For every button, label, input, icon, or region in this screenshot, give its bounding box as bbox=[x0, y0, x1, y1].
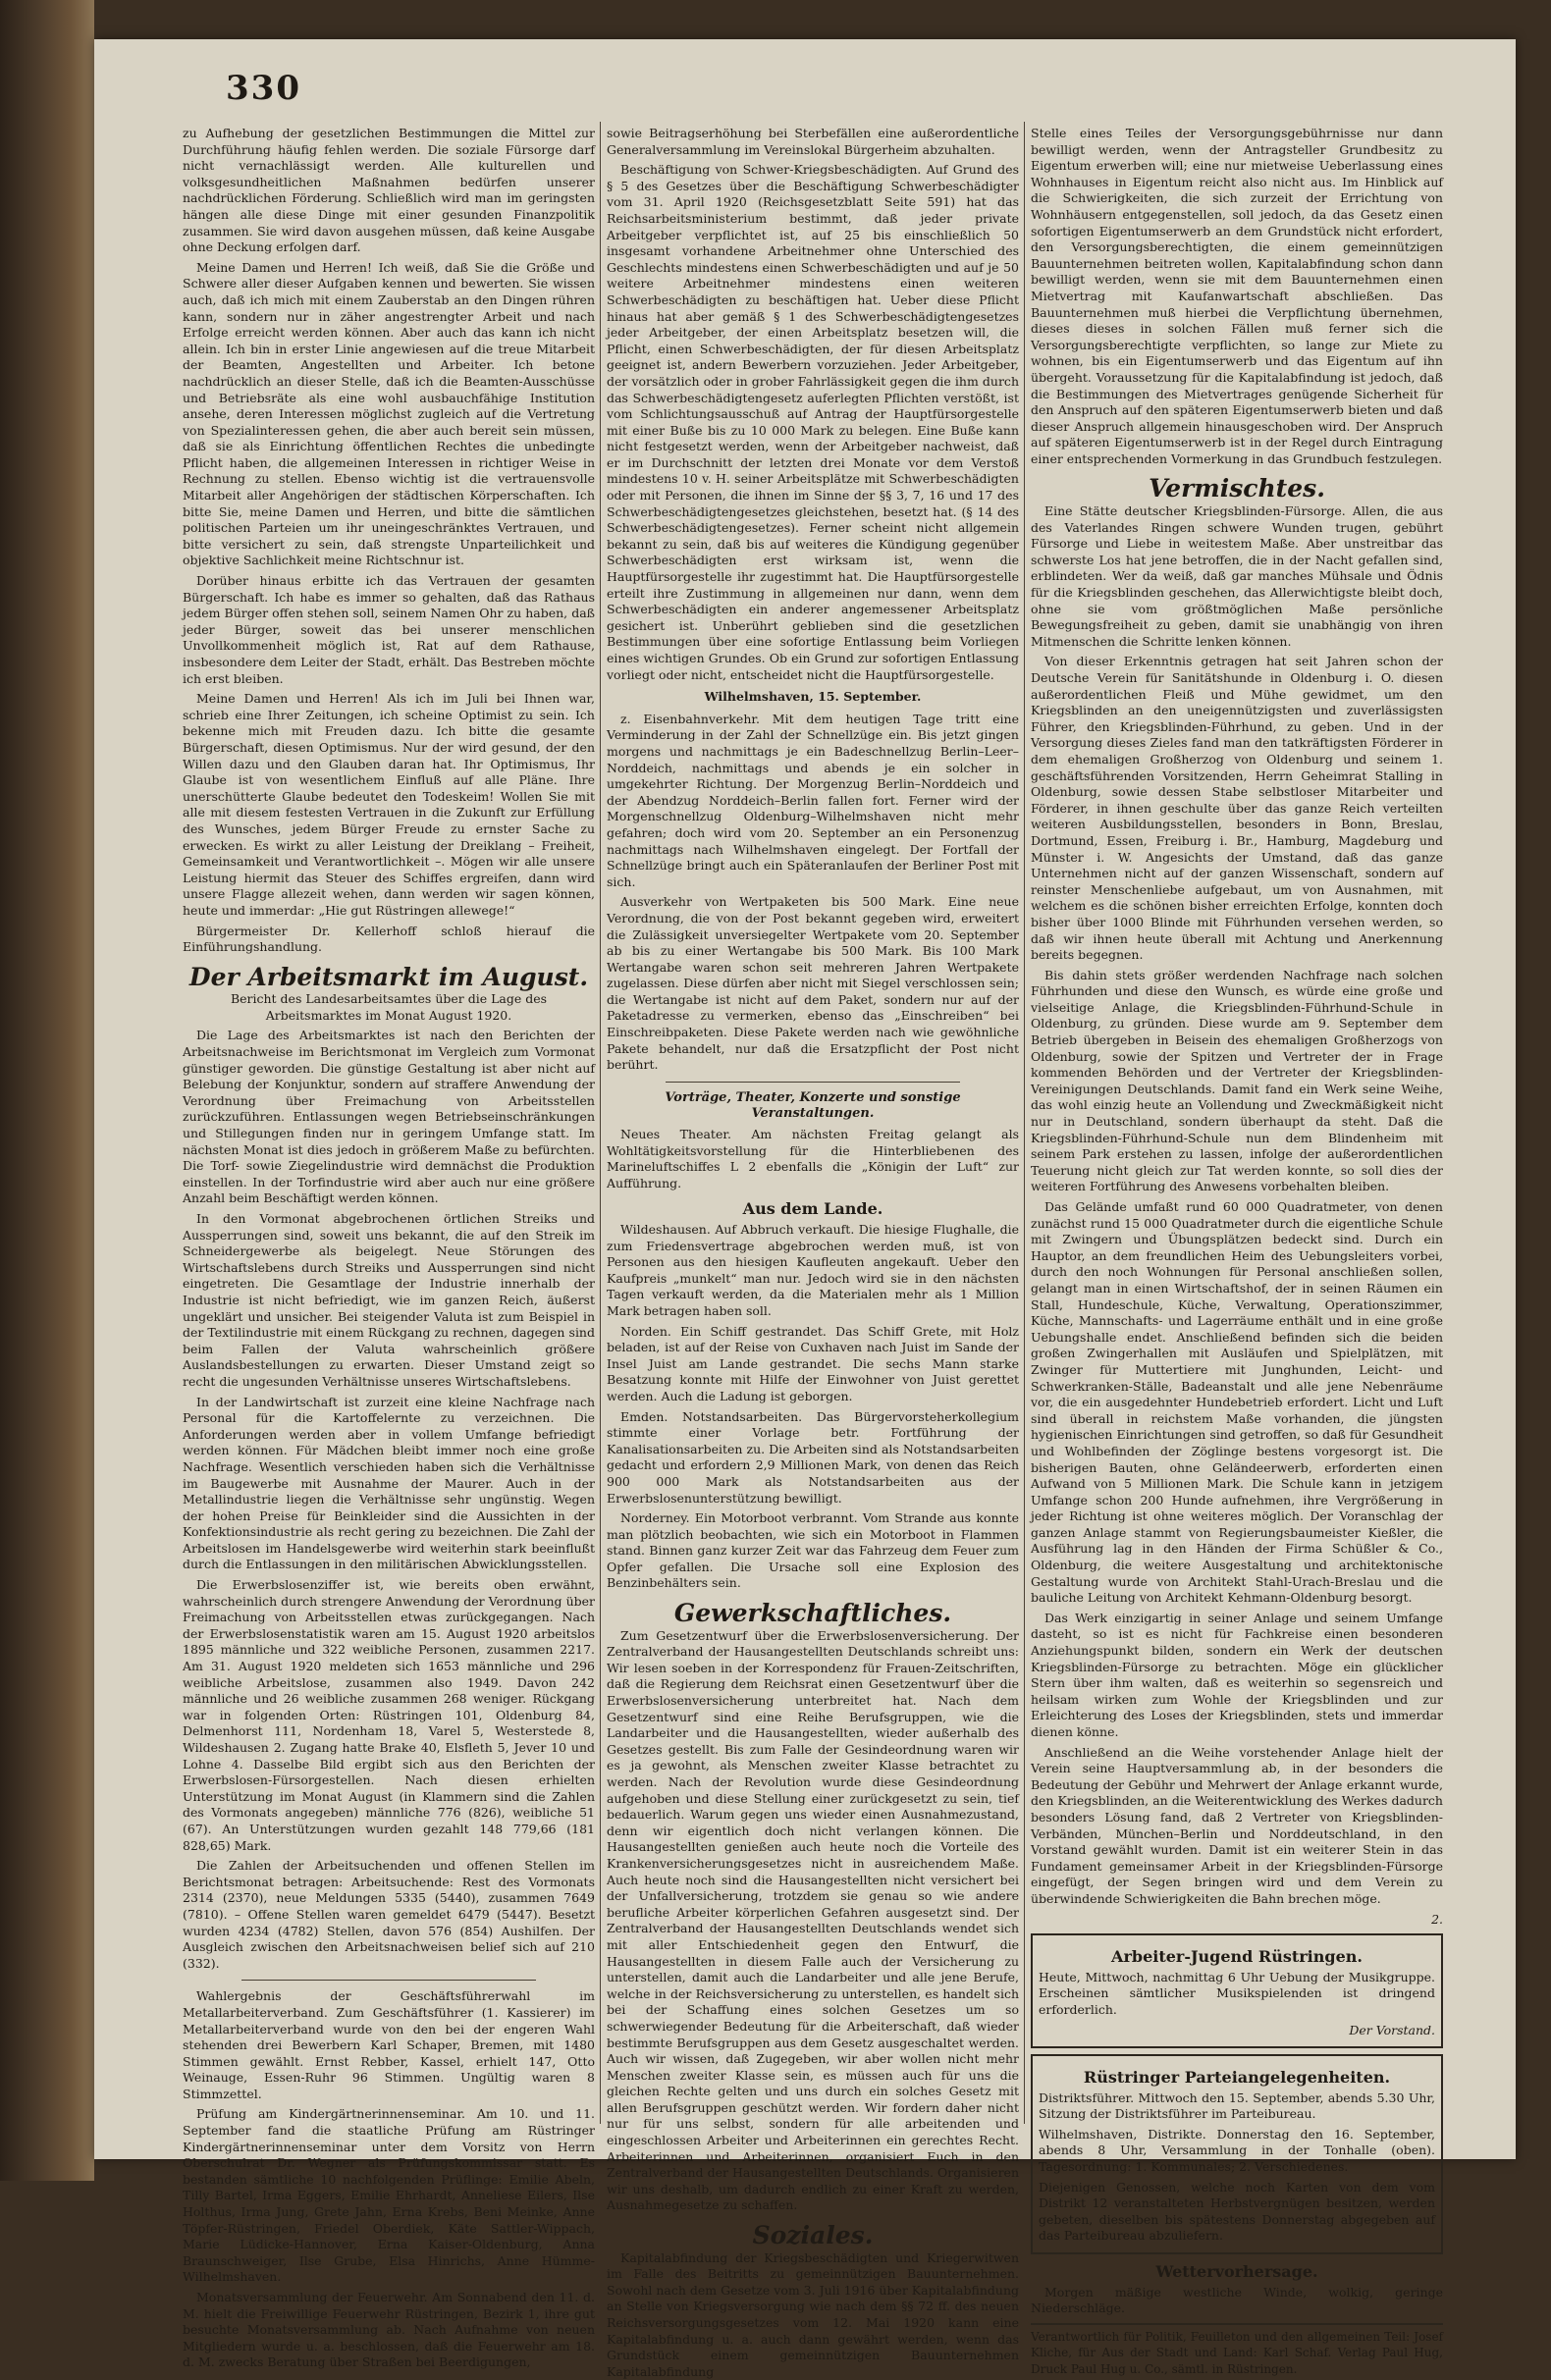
heading-soziales: Soziales. bbox=[752, 2221, 874, 2250]
notice-text: Diejenigen Genossen, welche noch Karten von dem vom Distrikt 12 veranstalteten Herbstvergnügen besitzen, werden gebeten, dieselben bis spätestens Donnerstag abgegeben auf das Parteibureau abzuliefern. bbox=[1039, 2179, 1435, 2244]
weather-text: Morgen mäßige westliche Winde, wolkig, geringe Niederschläge. bbox=[1031, 2284, 1443, 2316]
heading-arbeitsmarkt: Der Arbeitsmarkt im August. bbox=[188, 962, 589, 991]
article-paragraph: Bürgermeister Dr. Kellerhoff schloß hierauf die Einführungshandlung. bbox=[183, 923, 595, 955]
dateline: Wilhelmshaven, 15. September. bbox=[704, 689, 922, 705]
notice-text: Heute, Mittwoch, nachmittag 6 Uhr Uebung der Musikgruppe. Erscheinen sämtlicher Musikspielenden ist dringend erforderlich. bbox=[1039, 1969, 1435, 2017]
notice-signature: Der Vorstand. bbox=[1349, 2022, 1435, 2037]
notice-arbeiter-jugend bbox=[1031, 1933, 1443, 2048]
article-paragraph: Dorüber hinaus erbitte ich das Vertrauen der gesamten Bürgerschaft. Ich habe es immer so gehalten, daß das Rathaus jedem Bürger offen stehen soll, seinem Namen Ohr zu haben, daß jeder Bürger, soweit das bei unserer menschlichen Unvollkommenheit möglich ist, Rat auf dem Rathause, insbesondere dem Leiter der Stadt, erhält. Das Bestreben möchte ich erst bleiben. bbox=[183, 573, 595, 686]
column-rule bbox=[1024, 122, 1025, 2124]
separator bbox=[666, 1082, 960, 1083]
heading-gewerkschaftliches: Gewerkschaftliches. bbox=[673, 1599, 952, 1628]
notice-text: Distriktsführer. Mittwoch den 15. September, abends 5.30 Uhr, Sitzung der Distriktsführer im Parteibureau. bbox=[1039, 2089, 1435, 2122]
article-paragraph: Anschließend an die Weihe vorstehender Anlage hielt der Verein seine Hauptversammlung ab, in der besonders die Bedeutung der Gebühr und Mehrwert der Anlage erkannt wurde, den Kriegsblinden, an die Weiterentwicklung des Werkes dadurch besonders Lösung fand, daß 2 Vertreter von Kriegsblinden-Verbänden, München–Berlin und Norddeutschland, in den Vorstand gewählt wurden. Damit ist ein weiterer Stein in das Fundament gemeinsamer Arbeit in der Kriegsblinden-Fürsorge eingefügt, der Segen bringen wird und dem Verein zu überwindende Schwierigkeiten die Bahn brechen möge. bbox=[1031, 1744, 1443, 1906]
article-paragraph: Das Gelände umfaßt rund 60 000 Quadratmeter, von denen zunächst rund 15 000 Quadratmeter durch die eigentliche Schule mit Zwingern und Übungsplätzen bedeckt sind. Durch ein Hauptor, an dem freundlichen Heim des Uebungsleiters vorbei, durch den noch Wohnungen für Personal anschließen sollen, gelangt man in einen Wirtschaftshof, der in seinen Räumen ein Stall, Hundeschule, Küche, Verwaltung, Operationszimmer, Küche, Mannschafts- und Lagerräume enthält und in eine große Uebungshalle endet. Anschließend befinden sich die beiden großen Zwingerhallen mit Ausläufen und Spielplätzen, mit Zwinger für Muttertiere mit Junghunden, Leicht- und Schwerkranken-Ställe, Badeanstalt und alle jene Nebenräume vor, die ein ausgedehnter Hundebetrieb erfordert. Licht und Luft sind überall in reichstem Maße vorhanden, die jüngsten hygienischen Einrichtungen sind getroffen, so daß für Gesundheit und Wohlbefinden der Zöglinge bestens vorgesorgt ist. Die bisherigen Bauten, ohne Geländeerwerb, erforderten einen Aufwand von 5 Millionen Mark. Die Schule kann in jetzigem Umfange schon 200 Hunde aufnehmen, ihre Vergrößerung in jeder Richtung ist ohne weiteres möglich. Der Voranschlag der ganzen Anlage stammt von Regierungsbaumeister Kießler, die Ausführung lag in den Händen der Firma Schüßler & Co., Oldenburg, die weitere Ausgestaltung und architektonische Gestaltung wurde von Architekt Stahl-Urach-Breslau und die bauliche Leitung von Architekt Kehmann-Oldenburg besorgt. bbox=[1031, 1199, 1443, 1606]
article-paragraph: Emden. Notstandsarbeiten. Das Bürgervorsteherkollegium stimmte einer Vorlage betr. Fortführung der Kanalisationsarbeiten zu. Die Arbeiten sind als Notstandsarbeiten gedacht und erfordern 2,9 Millionen Mark, von denen das Reich 900 000 Mark als Notstandsarbeiten aus der Erwerbslosenunterstützung bewilligt. bbox=[607, 1408, 1019, 1506]
article-paragraph: Beschäftigung von Schwer-Kriegsbeschädigten. Auf Grund des § 5 des Gesetzes über die Beschäftigung Schwerbeschädigter vom 31. April 1920 (Reichsgesetzblatt Seite 591) hat das Reichsarbeitsministerium bestimmt, daß jeder private Arbeitgeber verpflichtet ist, auf 25 bis einschließlich 50 insgesamt vorhandene Arbeitnehmer ohne Unterschied des Geschlechts mindestens einen Schwerbeschädigten und auf je 50 weitere Arbeitnehmer mindestens einen weiteren Schwerbeschädigten zu beschäftigen hat. Ueber diese Pflicht hinaus hat aber gemäß § 1 des Schwerbeschädigtengesetzes jeder Arbeitgeber, der einen Arbeitsplatz besetzen will, die Pflicht, einen Schwerbeschädigten, der für diesen Arbeitsplatz geeignet ist, andern Bewerbern vorzuziehen. Jeder Arbeitgeber, der vorsätzlich oder in grober Fahrlässigkeit gegen die ihm durch das Schwerbeschädigtengesetz auferlegten Pflichten verstößt, ist vom Schlichtungsausschuß auf Antrag der Hauptfürsorgestelle mit einer Buße bis zu 10 000 Mark zu belegen. Eine Buße kann nicht festgesetzt werden, wenn der Arbeitgeber nachweist, daß er im Durchschnitt der letzten drei Monate vor dem Verstoß mindestens 10 v. H. seiner Arbeitsplätze mit Schwerbeschädigten oder mit Personen, die ihnen im Sinne der §§ 3, 7, 16 und 17 des Schwerbeschädigtengesetzes gleichstehen, besetzt hat. (§ 14 des Schwerbeschädigtengesetzes). Ferner scheint nicht allgemein bekannt zu sein, daß bis auf weiteres die Kündigung gegenüber Schwerbeschädigten erst wirksam ist, wenn die Hauptfürsorgestelle ihr zugestimmt hat. Die Hauptfürsorgestelle erteilt ihre Zustimmung in allgemeinen nur dann, wenn dem Schwerbeschädigten ein anderer angemessener Arbeitsplatz gesichert ist. Unberührt geblieben sind die gesetzlichen Bestimmungen über eine sofortige Entlassung beim Vorliegen eines wichtigen Grundes. Ob ein Grund zur sofortigen Entlassung vorliegt oder nicht, entscheidet nicht die Hauptfürsorgestelle. bbox=[607, 162, 1019, 682]
article-paragraph: Wildeshausen. Auf Abbruch verkauft. Die hiesige Flughalle, die zum Friedensvertrage abgebrochen werden muß, ist von Personen aus den hiesigen Kaufleuten angekauft. Ueber den Kaufpreis „munkelt“ man nur. Jedoch wird sie in den nächsten Tagen verkauft werden, da die Materialen mehr als 1 Million Mark betragen haben soll. bbox=[607, 1222, 1019, 1318]
separator bbox=[241, 1980, 536, 1981]
article-paragraph: Zum Gesetzentwurf über die Erwerbslosenversicherung. Der Zentralverband der Hausangestellten Deutschlands schreibt uns: Wir lesen soeben in der Korrespondenz für Frauen-Zeitschriften, daß die Regierung dem Reichsrat einen Gesetzentwurf über die Erwerbslosenversicherung unterbreitet hat. Nach dem Gesetzentwurf sind eine Reihe Berufsgruppen, wie die Landarbeiter und die Hausangestellten, wieder außerhalb des Gesetzes gestellt. Bis zum Falle der Gesindeordnung waren wir es ja gewohnt, als Menschen zweiter Klasse betrachtet zu werden. Nach der Revolution wurde diese Gesindeordnung aufgehoben und diese Stellung einer zurückgesetzt zu sein, tief bedauerlich. Warum gegen uns wieder einen Ausnahmezustand, denn wir eigentlich doch nicht verlangen können. Die Hausangestellten genießen auch heute noch die Vorteile des Krankenversicherungsgesetzes nicht in ausreichendem Maße. Auch heute noch sind die Hausangestellten nicht versichert bei der Unfallversicherung, trotzdem sie genau so wie andere berufliche Arbeiter körperlichen Gefahren ausgesetzt sind. Der Zentralverband der Hausangestellten Deutschlands wendet sich mit aller Entschiedenheit gegen den Entwurf, die Hausangestellten in diesem Falle auch der Versicherung zu unterstellen, damit auch die Landarbeiter und alle jene Berufe, welche in der Reichsversicherung zu unterstellen, es handelt sich bei der Schaffung eines solchen Gesetzes um so schwerwiegender Bedeutung für die Arbeiterschaft, daß wieder bestimmte Berufsgruppen aus dem Gesetz ausgeschaltet werden. Auch wir wissen, daß Zugegeben, wir aber wollen nicht mehr Menschen zweiter Klasse sein, es müssen auch für uns die gleichen Rechte gelten und uns durch ein solches Gesetz mit allen Berufsgruppen geschützt werden. Wir fordern daher nicht nur für uns selbst, sondern für alle arbeitenden und eingeschlossen Arbeiter und Arbeiterinnen ein gerechtes Recht. Arbeiterinnen und Arbeiterinnen, organisiert Euch in den Zentralverband der Hausangestellten Deutschlands. Organisieren wir uns deshalb, um dadurch endlich zu einer Kraft zu werden, Ausnahmegesetze zu schaffen. bbox=[607, 1627, 1019, 2213]
article-paragraph: zu Aufhebung der gesetzlichen Bestimmungen die Mittel zur Durchführung häufig fehlen werden. Die soziale Fürsorge darf nicht vernachlässigt werden. Alle kulturellen und volksgesundheitlichen Maßnahmen bedürfen unserer nachdrücklichen Förderung. Schließlich wird man im geringsten hängen alle diese Dinge mit einer gesunden Finanzpolitik zusammen. Sie wird davon ausgehen müssen, daß keine Ausgabe ohne Deckung erfolgen darf. bbox=[183, 126, 595, 255]
article-paragraph: Die Erwerbslosenziffer ist, wie bereits oben erwähnt, wahrscheinlich durch strengere Anwendung der Verordnung über Freimachung von Arbeitsstellen etwas zurückgegangen. Nach der Erwerbslosenstatistik waren am 15. August 1920 arbeitslos 1895 männliche und 322 weibliche Personen, zusammen 2217. Am 31. August 1920 meldeten sich 1653 männliche und 296 weibliche Arbeitslose, zusammen also 1949. Davon 242 männliche und 26 weibliche zusammen 268 weniger. Rückgang war in folgenden Orten: Rüstringen 101, Oldenburg 84, Delmenhorst 111, Nordenham 18, Varel 5, Westerstede 8, Wildeshausen 2. Zugang hatte Brake 40, Elsfleth 5, Jever 10 und Lohne 4. Dasselbe Bild ergibt sich aus den Berichten der Erwerbslosen-Fürsorgestellen. Nach diesen erhielten Unterstützung im Monat August (in Klammern sind die Zahlen des Vormonats angegeben) männliche 776 (826), weibliche 51 (67). An Unterstützungen wurden gezahlt 148 779,66 (181 828,65) Mark. bbox=[183, 1577, 595, 1853]
article-paragraph: Wahlergebnis der Geschäftsführerwahl im Metallarbeiterverband. Zum Geschäftsführer (1. Kassierer) im Metallarbeiterverband wurde von den bei der engeren Wahl stehenden drei Bewerbern Karl Schaper, Bremen, mit 1480 Stimmen gewählt. Ernst Rebber, Kassel, erhielt 147, Otto Weinauge, Essen-Ruhr 96 Stimmen. Ungültig waren 8 Stimmzettel. bbox=[183, 1988, 595, 2101]
column-left bbox=[183, 126, 595, 2370]
article-paragraph: Stelle eines Teiles der Versorgungsgebührnisse nur dann bewilligt werden, wenn der Antragsteller Grundbesitz zu Eigentum erwerben will; eine nur mietweise Ueberlassung eines Wohnhauses in Eigentum reicht also nicht aus. Im Hinblick auf die Schwierigkeiten, die sich zurzeit der Errichtung von Wohnhäusern entgegenstellen, soll jedoch, da das Gesetz einen sofortigen Eigentumserwerb an dem Grundstück nicht erfordert, den Versorgungsberechtigten, die einem gemeinnützigen Bauunternehmen beitreten wollen, Kapitalabfindung schon dann bewilligt werden, wenn sie mit dem Bauunternehmen einen Mietvertrag mit Kaufanwartschaft abschließen. Das Bauunternehmen muß hierbei die Verpflichtung übernehmen, dieses dieses in solchen Fällen muß ferner sich die Versorgungsberechtigte verpflichten, so lange zur Miete zu wohnen, bis ein Eigentumserwerb und das Eigentum auf ihn übergeht. Voraussetzung für die Kapitalabfindung ist jedoch, daß die Bestimmungen des Mietvertrages genügende Sicherheit für den Anspruch auf den späteren Eigentumserwerb bieten und daß dieser Anspruch allgemein hinausgeschoben wird. Der Anspruch auf späteren Eigentumserwerb ist in der Regel durch Eintragung einer entsprechenden Vormerkung in das Grundbuch festzulegen. bbox=[1031, 126, 1443, 466]
article-paragraph: Monatsversammlung der Feuerwehr. Am Sonnabend den 11. d. M. hielt die Freiwillige Feuerwehr Rüstringen, Bezirk 1, ihre gut besuchte Monatsversammlung ab. Nach Aufnahme von neuen Mitgliedern wurde u. a. beschlossen, daß die Feuerwehr am 18. d. M. zwecks Beratung über Straßen bei Beerdigungen, bbox=[183, 2290, 595, 2370]
article-paragraph: In den Vormonat abgebrochenen örtlichen Streiks und Aussperrungen sind, soweit uns bekannt, die auf den Streik im Schneidergewerbe als beigelegt. Neue Störungen des Wirtschaftslebens durch Streiks und Aussperrungen sind nicht eingetreten. Die Gesamtlage der Industrie innerhalb der Industrie ist nicht befriedigt, wie im ganzen Reich, äußerst ungeklärt und unsicher. Bei steigender Valuta ist zum Beispiel in der Textilindustrie mit einem Rückgang zu rechnen, dagegen sind beim Fallen der Valuta wahrscheinlich größere Auslandsbestellungen zu erwarten. Dieser Umstand zeigt so recht die ungesunden Verhältnisse unseres Wirtschaftslebens. bbox=[183, 1211, 595, 1389]
article-subtitle: Bericht des Landesarbeitsamtes über die Lage des Arbeitsmarktes im Monat August 1920. bbox=[230, 991, 548, 1023]
column-middle bbox=[607, 126, 1020, 2379]
book-binding bbox=[0, 0, 94, 2181]
heading-vortraege: Vorträge, Theater, Konzerte und sonstige Veranstaltungen. bbox=[665, 1089, 961, 1122]
page-number: 330 bbox=[226, 69, 301, 108]
article-paragraph: Kapitalabfindung der Kriegsbeschädigten und Kriegerwitwen im Falle des Beitritts zu gemeinnützigen Bauunternehmen. Sowohl nach dem Gesetze vom 3. Juli 1916 über Kapitalabfindung an Stelle von Kriegsversorgung wie nach dem §§ 72 ff. des neuen Reichsversorgungsgesetzes vom 12. Mai 1920 kann eine Kapitalabfindung u. a. auch dann gewährt werden, wenn das Grundstück einem gemeinnützigen Bauunternehmen Kapitalabfindung bbox=[607, 2249, 1020, 2379]
article-paragraph: z. Eisenbahnverkehr. Mit dem heutigen Tage tritt eine Verminderung in der Zahl der Schnellzüge ein. Bis jetzt gingen morgens und nachmittags je ein Badeschnellzug Berlin–Leer–Norddeich, nachmittags und abends je ein solcher in umgekehrter Richtung. Der Morgenzug Berlin–Norddeich und der Abendzug Norddeich–Berlin fallen fort. Ferner wird der Morgenschnellzug Oldenburg–Wilhelmshaven nicht mehr gefahren; doch wird vom 20. September an ein Personenzug nachmittags nach Wilhelmshaven eingelegt. Der Fortfall der Schnellzüge bringt auch ein Späteranlaufen der Berliner Post mit sich. bbox=[607, 711, 1019, 889]
article-paragraph: sowie Beitragserhöhung bei Sterbefällen eine außerordentliche Generalversammlung im Vereinslokal Bürgerheim abzuhalten. bbox=[607, 126, 1019, 157]
article-paragraph: Norderney. Ein Motorboot verbrannt. Vom Strande aus konnte man plötzlich beobachten, wie sich ein Motorboot in Flammen stand. Binnen ganz kurzer Zeit war das Fahrzeug dem Feuer zum Opfer gefallen. Die Ursache soll eine Explosion des Benzinbehälters sein. bbox=[607, 1510, 1019, 1591]
notice-text: Wilhelmshaven, Distrikte. Donnerstag den 16. September, abends 8 Uhr, Versammlung in der Tonhalle (oben). Tagesordnung: 1. Kommunales; 2. Verschiedenes. bbox=[1039, 2126, 1435, 2175]
notice-parteiangelegenheiten bbox=[1031, 2054, 1443, 2254]
notice-title: Rüstringer Parteiangelegenheiten. bbox=[1083, 2068, 1391, 2088]
article-paragraph: Ausverkehr von Wertpaketen bis 500 Mark. Eine neue Verordnung, die von der Post bekannt gegeben wird, erweitert die Zulässigkeit unversiegelter Wertpakete vom 20. September ab bis zu einer Wertangabe bis 500 Mark. Bis 100 Mark Wertangabe waren schon seit mehreren Jahren Wertpakete zugelassen. Diese dürfen aber nicht mit Siegel verschlossen sein; die Wertangabe ist nicht auf dem Paket, sondern nur auf der Paketadresse zu vermerken, ebenso das „Einschreiben“ bei Einschreibpaketen. Diese Pakete werden nach wie gewöhnliche Pakete behandelt, nur daß die Ersatzpflicht der Post nicht berührt. bbox=[607, 894, 1019, 1073]
article-paragraph: Norden. Ein Schiff gestrandet. Das Schiff Grete, mit Holz beladen, ist auf der Reise von Cuxhaven nach Juist im Sande der Insel Juist am Lande gestrandet. Die sechs Mann starke Besatzung konnte mit Hilfe der Einwohner von Juist gerettet werden. Auch die Ladung ist geborgen. bbox=[607, 1323, 1019, 1403]
article-paragraph: Prüfung am Kindergärtnerinnenseminar. Am 10. und 11. September fand die staatliche Prüfung am Rüstringer Kindergärtnerinnenseminar unter dem Vorsitz von Herrn Oberschulrat Dr. Wegner als Prüfungskommissar statt. Es bestanden sämtliche 10 nachfolgenden Prüflinge: Emilie Abeln, Tilly Bartel, Irma Eggers, Emilie Ehrhardt, Anneliese Eilers, Ilse Holthus, Irma Jung, Grete Jahn, Erna Krebs, Beni Meinke, Anne Töpfer-Rüstringen, Friedel Oberdiek, Käte Sattler-Wippach, Marie Lüdicke-Hannover, Erna Kaiser-Oldenburg, Anna Braunschweiger, Ilse Grube, Elsa Hinrichs, Anne Hümme-Wilhelmshaven. bbox=[183, 2106, 595, 2285]
column-right bbox=[1031, 126, 1443, 2376]
article-paragraph: Die Zahlen der Arbeitsuchenden und offenen Stellen im Berichtsmonat betragen: Arbeitsuchende: Rest des Vormonats 2314 (2370), neue Meldungen 5335 (5440), zusammen 7649 (7810). – Offene Stellen waren gemeldet 6479 (5447). Besetzt wurden 4234 (4782) Stellen, davon 576 (854) Aushilfen. Der Ausgleich zwischen den Arbeitsnachweisen belief sich auf 210 (332). bbox=[183, 1858, 595, 1971]
article-paragraph: Das Werk einzigartig in seiner Anlage und seinem Umfange dasteht, so ist es nicht für Fachkreise einen besonderen Anziehungspunkt bilden, sondern ein Werk der deutschen Kriegsblinden-Fürsorge zu betrachten. Möge ein glücklicher Stern über ihm walten, daß es weiterhin so segensreich und heilsam wirken zum Wohle der Kriegsblinden und zur Erleichterung des Loses der Kriegsblinden, stets und immerdar dienen könne. bbox=[1031, 1610, 1443, 1739]
article-paragraph: Bis dahin stets größer werdenden Nachfrage nach solchen Führhunden und diese den Wunsch, es würde eine große und vielseitige Anlage, die Kriegsblinden-Führhund-Schule in Oldenburg, zu gründen. Diese wurde am 9. September dem Betrieb übergeben in Beisein des ehemaligen Großherzogs von Oldenburg, sowie der Spitzen und Vertreter der in Frage kommenden Behörden und der Vertreter der Kriegsblinden-Vereinigungen Deutschlands. Damit fand ein Werk seine Weihe, das wohl einzig heute an Vollendung und Zweckmäßigkeit nicht nur in Deutschland, sondern überhaupt da steht. Daß die Kriegsblinden-Führhund-Schule nun dem Blindenheim mit seinem Park erstehen zu lassen, infolge der außerordentlichen Teuerung nicht gleich zur Tat werden konnte, so soll dies der weiteren Fortführung des Anwesens vorbehalten bleiben. bbox=[1031, 967, 1443, 1194]
heading-wettervorhersage: Wettervorhersage. bbox=[1155, 2262, 1318, 2282]
article-paragraph: Eine Stätte deutscher Kriegsblinden-Fürsorge. Allen, die aus des Vaterlandes Ringen schwere Wunden trugen, gebührt Fürsorge und Liebe in weitestem Maße. Aber unstreitbar das schwerste Los hat jene betroffen, die in der Nacht gefallen sind, erblindeten. Wer da weiß, daß gar manches Mühsale und Ödnis für die Kriegsblinden geschehen, das Allerwichtigste bleibt doch, ohne sie vom größtmöglichen Maße persönliche Bewegungsfreiheit zu geben, damit sie unabhängig von ihren Mitmenschen die Schritte lenken können. bbox=[1031, 503, 1443, 649]
article-paragraph: Meine Damen und Herren! Ich weiß, daß Sie die Größe und Schwere aller dieser Aufgaben kennen und bewerten. Sie wissen auch, daß ich mich mit einem Zauberstab an den Dingen rühren kann, sondern nur in zäher angestrengter Arbeit und nach Erfolge erreicht werden können. Aber auch das kann ich nicht allein. Ich bin in erster Linie angewiesen auf die treue Mitarbeit der Beamten, Angestellten und Arbeiter. Ich betone nachdrücklich an dieser Stelle, daß ich die Beamten-Ausschüsse und Betriebsräte als eine wohl ausbauchfähige Institution ansehe, deren Interessen möglichst zugleich auf die Vertretung von Spezialinteressen gehen, die aber auch bereit sein müssen, daß sie als Einrichtung öffentlichen Rechtes die unbedingte Pflicht haben, die allgemeinen Interessen in richtiger Weise in Rechnung zu stellen. Ebenso wichtig ist die vertrauensvolle Mitarbeit aller Angehörigen der städtischen Körperschaften. Ich bitte Sie, meine Damen und Herren, und bitte die sämtlichen politischen Parteien um ihr uneingeschränktes Vertrauen, und bitte versichert zu sein, daß strengste Unparteilichkeit und objektive Sachlichkeit meine Richtschnur ist. bbox=[183, 259, 595, 568]
heading-aus-dem-lande: Aus dem Lande. bbox=[742, 1199, 883, 1219]
imprint: Verantwortlich für Politik, Feuilleton und den allgemeinen Teil: Josef Kliche, für Aus der Stadt und Land: Karl Schaf. Verlag Paul Hug, Druck Paul Hug u. Co., sämtl. in Rüstringen. bbox=[1031, 2323, 1443, 2378]
article-paragraph: Von dieser Erkenntnis getragen hat seit Jahren schon der Deutsche Verein für Sanitätshunde in Oldenburg i. O. diesen außerordentlichen Fleiß und Mühe gewidmet, um den Kriegsblinden an den uneigennützigsten und zuverlässigsten Führer, den Kriegsblinden-Führhund, zu geben. Und in der Versorgung dieses Zieles fand man den tatkräftigsten Förderer in dem ehemaligen Großherzog von Oldenburg und seinem 1. geschäftsführenden Vorsitzenden, Herrn Geheimrat Stalling in Oldenburg, sowie dessen Stabe selbstloser Mitarbeiter und Förderer, in ihnen geschulte über das ganze Reich verteilten weiteren Ausbildungsstellen, besonders in Bonn, Breslau, Dortmund, Essen, Freiburg i. Br., Hamburg, Magdeburg und Münster i. W. Angesichts der Umstand, daß das ganze Unternehmen nicht auf der ganzen Wissenschaft, sondern auf reinster Menschenliebe aufgebaut, um von Ausnahmen, mit welchem es die schönen bisher erreichten Erfolge, konnten doch bisher über 1000 Blinde mit Führhunden versehen werden, so daß wir ihnen heute überall mit Achtung und Anerkennung bereits begegnen. bbox=[1031, 654, 1443, 963]
newspaper-page bbox=[94, 39, 1516, 2379]
article-paragraph: Die Lage des Arbeitsmarktes ist nach den Berichten der Arbeitsnachweise im Berichtsmonat im Vergleich zum Vormonat günstiger geworden. Die günstige Gestaltung ist aber nicht auf Belebung der Konjunktur, sondern auf straffere Anwendung der Verordnung über Freimachung von Arbeitsstellen zurückzuführen. Entlassungen wegen Betriebseinschränkungen und Stillegungen finden nur in geringem Umfange statt. Im nächsten Monat ist dies jedoch in größerem Maße zu befürchten. Die Torf- sowie Ziegelindustrie wird demnächst die Produktion einstellen. In der Torfindustrie wird aber auch nur eine größere Anzahl beim Beschäftigt werden können. bbox=[183, 1028, 595, 1206]
heading-vermischtes: Vermischtes. bbox=[1149, 474, 1325, 503]
notice-title: Arbeiter-Jugend Rüstringen. bbox=[1111, 1947, 1363, 1967]
article-signature: 2. bbox=[1431, 1911, 1443, 1927]
article-paragraph: Neues Theater. Am nächsten Freitag gelangt als Wohltätigkeitsvorstellung für die Hinterbliebenen des Marineluftschiffes L 2 ebenfalls die „Königin der Luft“ zur Aufführung. bbox=[607, 1127, 1019, 1190]
article-paragraph: In der Landwirtschaft ist zurzeit eine kleine Nachfrage nach Personal für die Kartoffelernte zu verzeichnen. Die Anforderungen werden aber in vollem Umfange befriedigt werden können. Für Mädchen bleibt immer noch eine große Nachfrage. Wesentlich verschieden haben sich die Verhältnisse im Baugewerbe mit Ausnahme der Maurer. Auch in der Metallindustrie liegen die Verhältnisse sehr ungünstig. Wegen der hohen Preise für Beinkleider sind die Aussichten in der Konfektionsindustrie als recht gering zu bezeichnen. Die Zahl der Arbeitslosen im Handelsgewerbe wird weiterhin stark beeinflußt durch die Entlassungen in den militärischen Abwicklungsstellen. bbox=[183, 1394, 595, 1572]
column-rule bbox=[600, 122, 601, 2124]
article-paragraph: Meine Damen und Herren! Als ich im Juli bei Ihnen war, schrieb eine Ihrer Zeitungen, ich scheine Optimist zu sein. Ich bekenne mich mit Freuden dazu. Ich bitte die gesamte Bürgerschaft, diesen Optimismus. Nur der wird gesund, der den Willen dazu und den Glauben daran hat. Ihr Optimismus, Ihr Glaube ist von wesentlichem Einfluß auf alle Pläne. Ihre unerschütterte Glaube bedeutet den Todeskeim! Wollen Sie mit alle mit diesem festesten Vertrauen in die Zukunft zur Erfüllung des Wunsches, jedem Bürger Freude zu ernster Sache zu erwecken. Es wirkt zu aller Leistung der Dreiklang – Freiheit, Gemeinsamkeit und Verantwortlichkeit –. Mögen wir alle unsere Leistung hiermit das Steuer des Schiffes ergreifen, dann wird unsere Flagge allezeit wehen, dann werden wir sagen können, heute und immerdar: „Hie gut Rüstringen allewege!“ bbox=[183, 691, 595, 918]
